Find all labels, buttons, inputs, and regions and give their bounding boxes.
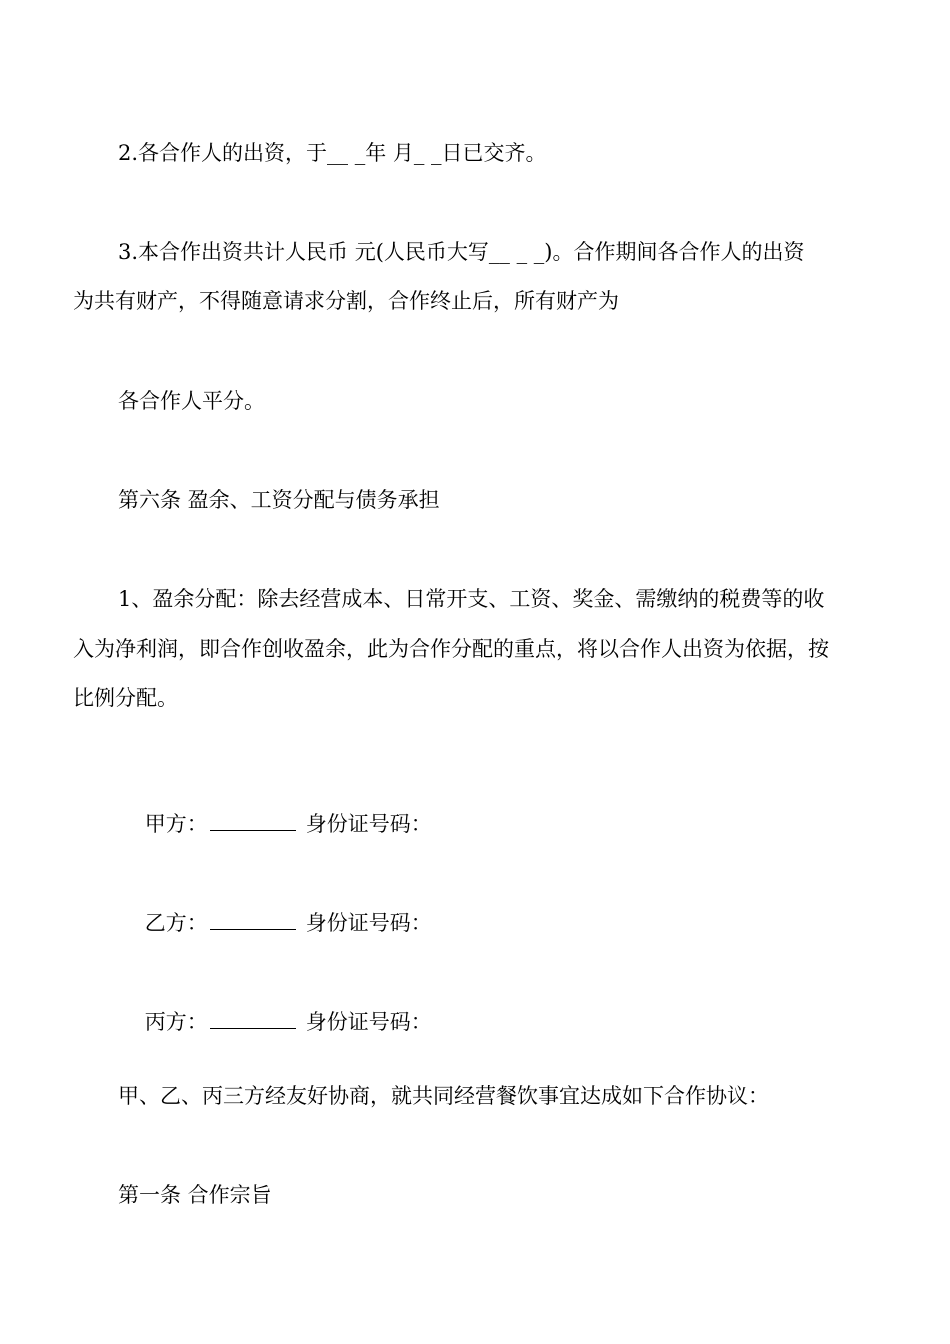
paragraph-profit-line3: 比例分配。	[73, 686, 178, 710]
party-a-id-label: 身份证号码：	[305, 812, 432, 836]
paragraph-total-capital-line2: 为共有财产，不得随意请求分割，合作终止后，所有财产为	[73, 289, 619, 313]
party-c-row	[118, 983, 432, 1061]
paragraph-capital-paid: 2.各合作人的出资，于__ _年 月_ _日已交齐。	[118, 141, 547, 165]
paragraph-total-capital-line3: 各合作人平分。	[118, 389, 265, 413]
party-c-id-label: 身份证号码：	[305, 1010, 432, 1034]
party-c-name-blank	[210, 1010, 296, 1029]
party-a-label: 甲方：	[144, 812, 208, 836]
article-6-heading: 第六条 盈余、工资分配与债务承担	[118, 488, 440, 512]
paragraph-total-capital-line1: 3.本合作出资共计人民币 元(人民币大写__ _ _)。合作期间各合作人的出资	[118, 240, 805, 264]
party-b-id-label: 身份证号码：	[305, 911, 432, 935]
paragraph-profit-line1: 1、盈余分配：除去经营成本、日常开支、工资、奖金、需缴纳的税费等的收	[118, 587, 825, 611]
party-c-label: 丙方：	[144, 1010, 208, 1034]
party-b-label: 乙方：	[144, 911, 208, 935]
paragraph-profit-line2: 入为净利润，即合作创收盈余，此为合作分配的重点，将以合作人出资为依据，按	[73, 637, 829, 661]
party-a-name-blank	[210, 812, 296, 831]
article-1-heading: 第一条 合作宗旨	[118, 1183, 272, 1207]
party-b-name-blank	[210, 911, 296, 930]
party-a-row	[118, 785, 432, 863]
agreement-intro: 甲、乙、丙三方经友好协商，就共同经营餐饮事宜达成如下合作协议：	[118, 1084, 769, 1108]
party-b-row	[118, 884, 432, 962]
